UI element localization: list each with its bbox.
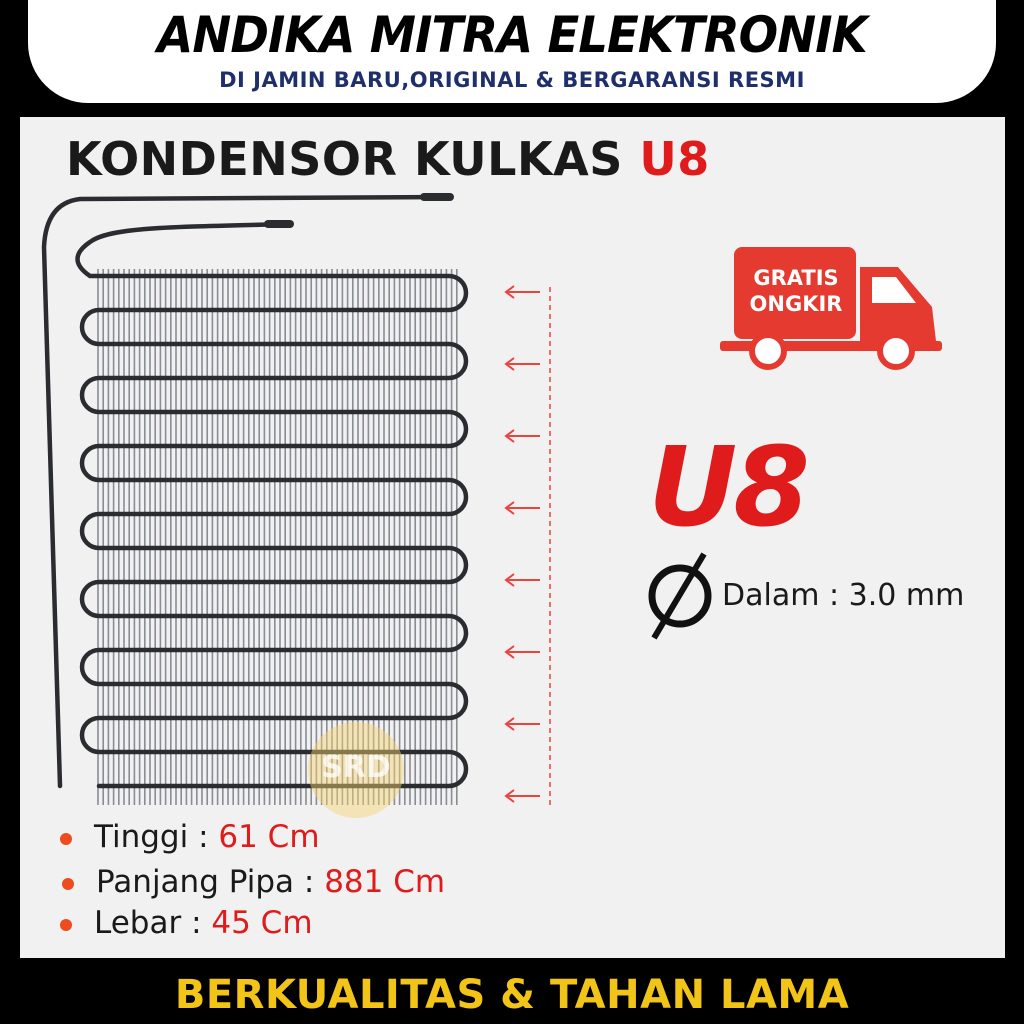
product-title-code: U8 <box>639 132 710 186</box>
airflow-arrow <box>506 574 540 586</box>
diameter-icon <box>646 552 718 642</box>
badge-line1: GRATIS <box>753 266 839 290</box>
store-header-banner <box>28 0 996 103</box>
product-title-main: KONDENSOR KULKAS <box>66 132 623 186</box>
condenser-tubes <box>44 197 466 786</box>
store-tagline: DI JAMIN BARU,ORIGINAL & BERGARANSI RESMI <box>219 68 805 92</box>
spec-label: Tinggi : <box>94 819 219 855</box>
airflow-arrows <box>506 286 540 802</box>
spec-value: 61 Cm <box>218 819 320 855</box>
product-code-large: U8 <box>648 423 806 551</box>
footer-tagline: BERKUALITAS & TAHAN LAMA <box>174 972 850 1018</box>
airflow-arrow <box>506 430 540 442</box>
airflow-arrow <box>506 286 540 298</box>
condenser-illustration <box>20 117 560 817</box>
bullet-icon <box>60 919 72 931</box>
watermark-text: SRD <box>321 750 391 785</box>
delivery-truck-icon <box>720 245 944 375</box>
condenser-fins <box>98 269 457 805</box>
spec-pipe-length <box>62 864 445 900</box>
airflow-arrow <box>506 646 540 658</box>
spec-value: 881 Cm <box>324 864 446 900</box>
inner-diameter-label: Dalam : 3.0 mm <box>722 578 965 613</box>
airflow-arrow <box>506 790 540 802</box>
spec-value: 45 Cm <box>211 905 313 941</box>
airflow-arrow <box>506 718 540 730</box>
badge-line2: ONGKIR <box>749 292 843 316</box>
store-name: ANDIKA MITRA ELEKTRONIK <box>157 6 867 64</box>
spec-label: Lebar : <box>94 905 212 941</box>
bullet-icon <box>60 833 72 845</box>
bullet-icon <box>62 878 74 890</box>
spec-label: Panjang Pipa : <box>96 864 325 900</box>
spec-height <box>60 819 320 855</box>
airflow-arrow <box>506 502 540 514</box>
watermark-logo <box>308 722 404 818</box>
spec-width <box>60 905 313 941</box>
airflow-arrow <box>506 358 540 370</box>
serpentine-tube <box>78 224 467 786</box>
